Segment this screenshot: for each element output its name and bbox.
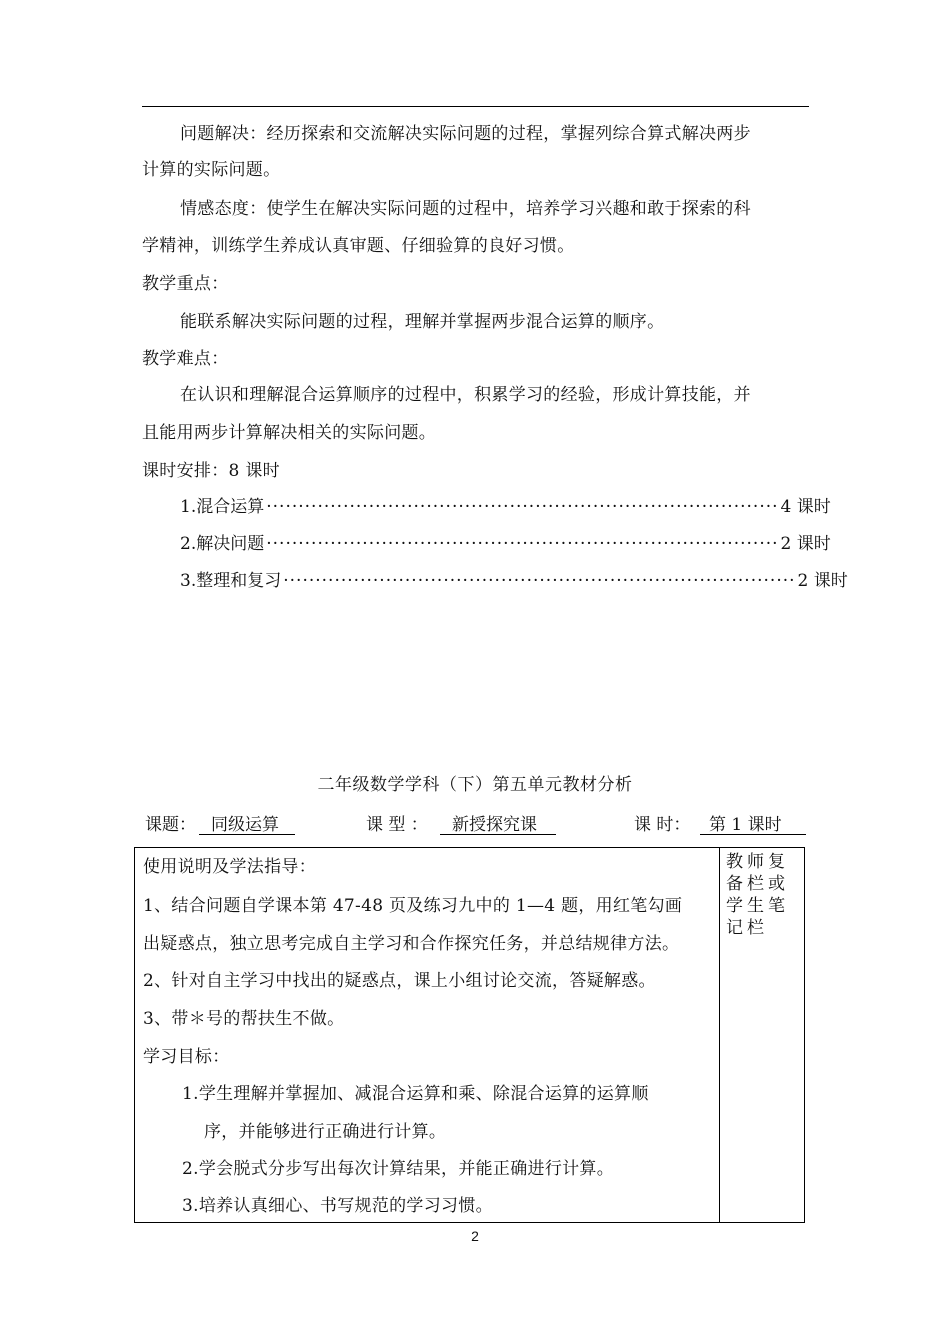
attitude-line1: 情感态度：使学生在解决实际问题的过程中，培养学习兴趣和敢于探索的科 <box>180 199 751 219</box>
guide-heading: 使用说明及学法指导： <box>143 857 316 877</box>
page-number: 2 <box>471 1228 479 1244</box>
key-points-heading: 教学重点： <box>142 274 229 294</box>
difficulties-heading: 教学难点： <box>142 349 229 369</box>
leader-dots: ················································································ <box>283 571 796 591</box>
schedule-item-hours: 4 课时 <box>780 497 831 517</box>
problem-solving-line2: 计算的实际问题。 <box>142 160 281 180</box>
attitude-line2: 学精神，训练学生养成认真审题、仔细验算的良好习惯。 <box>142 236 575 256</box>
leader-dots: ················································································ <box>266 534 779 554</box>
period-label: 课 时： <box>634 815 691 835</box>
difficulties-line2: 且能用两步计算解决相关的实际问题。 <box>142 423 437 443</box>
goal1-line1: 1.学生理解并掌握加、减混合运算和乘、除混合运算的运算顺 <box>182 1084 649 1104</box>
guide-item1-line2: 出疑惑点，独立思考完成自主学习和合作探究任务，并总结规律方法。 <box>143 934 680 954</box>
goal1-line2: 序，并能够进行正确进行计算。 <box>204 1122 447 1142</box>
schedule-item <box>180 533 831 555</box>
goal2: 2.学会脱式分步写出每次计算结果，并能正确进行计算。 <box>182 1159 615 1179</box>
type-label: 课 型 ： <box>366 815 428 835</box>
type-underline <box>440 834 556 835</box>
schedule-item <box>180 496 831 518</box>
schedule-item-hours: 2 课时 <box>797 571 848 591</box>
schedule-item <box>180 570 848 592</box>
goals-heading: 学习目标： <box>143 1047 230 1067</box>
schedule-item-hours: 2 课时 <box>780 534 831 554</box>
topic-value: 同级运算 <box>211 815 279 835</box>
schedule-item-label: 1.混合运算 <box>180 497 265 517</box>
table-divider <box>719 847 720 1223</box>
schedule-heading: 课时安排：8 课时 <box>142 461 280 481</box>
problem-solving-line1: 问题解决：经历探索和交流解决实际问题的过程，掌握列综合算式解决两步 <box>180 124 751 144</box>
period-underline <box>700 834 806 835</box>
key-points-text: 能联系解决实际问题的过程，理解并掌握两步混合运算的顺序。 <box>180 312 665 332</box>
leader-dots: ················································································ <box>266 497 779 517</box>
guide-item3: 3、带＊号的帮扶生不做。 <box>143 1009 345 1029</box>
guide-item2: 2、针对自主学习中找出的疑惑点，课上小组讨论交流，答疑解惑。 <box>143 971 656 991</box>
topic-underline <box>199 834 295 835</box>
goal3: 3.培养认真细心、书写规范的学习习惯。 <box>182 1196 493 1216</box>
teacher-notes-column: 教师复备栏或学生笔记栏 <box>726 852 789 938</box>
period-value: 第 1 课时 <box>709 815 782 835</box>
schedule-item-label: 2.解决问题 <box>180 534 265 554</box>
topic-label: 课题： <box>145 815 196 835</box>
guide-item1-line1: 1、结合问题自学课本第 47-48 页及练习九中的 1—4 题，用红笔勾画 <box>143 896 683 916</box>
type-value: 新授探究课 <box>452 815 537 835</box>
difficulties-line1: 在认识和理解混合运算顺序的过程中，积累学习的经验，形成计算技能，并 <box>180 385 751 405</box>
schedule-item-label: 3.整理和复习 <box>180 571 282 591</box>
form-title: 二年级数学学科（下）第五单元教材分析 <box>317 775 633 795</box>
header-rule <box>142 106 809 107</box>
